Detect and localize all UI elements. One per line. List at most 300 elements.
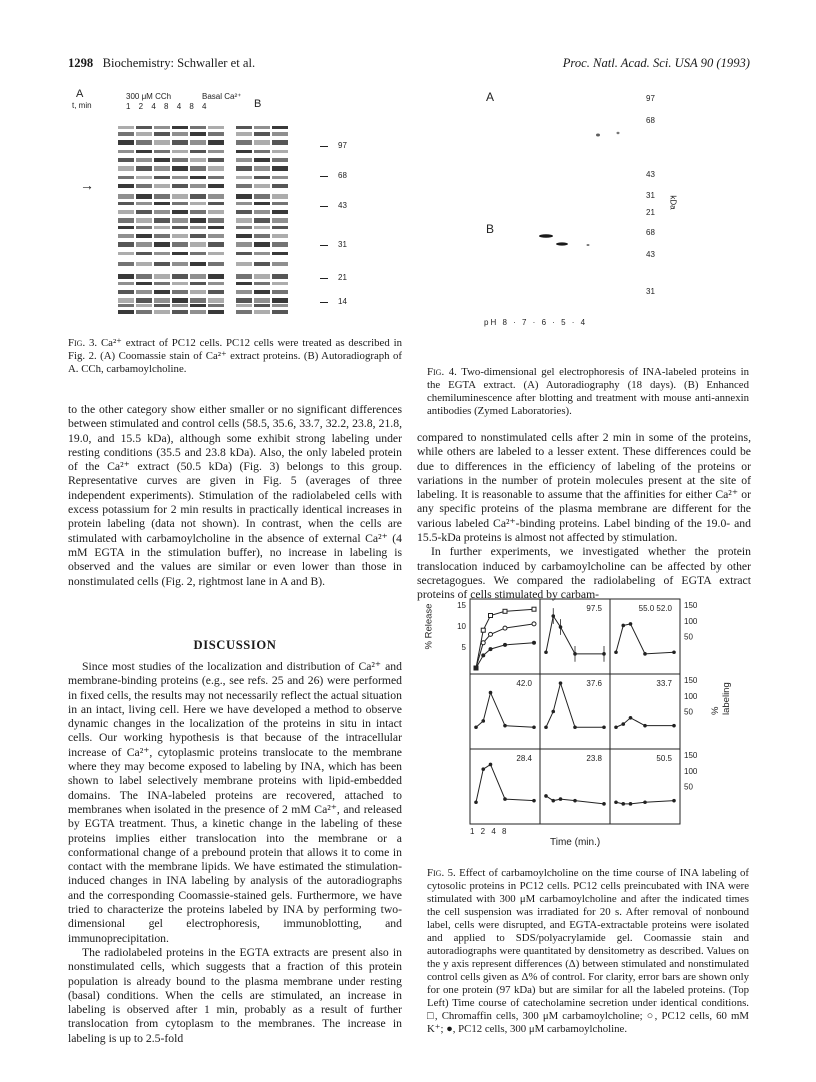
gel-band xyxy=(172,262,188,266)
gel-band xyxy=(154,132,170,136)
fig3-marker-tick xyxy=(320,176,328,177)
fig3-marker-43: 43 xyxy=(338,201,347,210)
labeling-data-point xyxy=(629,716,633,720)
gel-band xyxy=(190,298,206,303)
gel-band xyxy=(118,290,134,294)
gel-band xyxy=(154,158,170,162)
page-number: 1298 xyxy=(68,56,94,70)
gel-band xyxy=(172,158,188,162)
labeling-data-point xyxy=(643,724,647,728)
panel-protein-label: 33.7 xyxy=(656,679,672,688)
gel-band xyxy=(118,150,134,153)
fig5-caption xyxy=(427,867,749,1036)
labeling-data-point xyxy=(481,767,485,771)
y-tick-right: 100 xyxy=(684,766,698,776)
release-data-point xyxy=(481,653,485,657)
gel-band xyxy=(190,226,206,229)
gel-band xyxy=(136,166,152,171)
labeling-data-point xyxy=(621,624,625,628)
labeling-data-point xyxy=(643,652,647,656)
gel-band xyxy=(118,194,134,199)
gel-band xyxy=(190,310,206,314)
fig5-y-right-label: % labeling xyxy=(710,682,732,715)
fig3-marker-tick xyxy=(320,302,328,303)
gel-band xyxy=(272,274,288,279)
gel-band xyxy=(254,242,270,247)
gel-band xyxy=(190,262,206,266)
labeling-data-point xyxy=(629,802,633,806)
gel-band xyxy=(154,304,170,307)
gel-band xyxy=(236,184,252,188)
y-tick-right: 100 xyxy=(684,691,698,701)
figure-3 xyxy=(68,88,368,320)
gel-band xyxy=(190,166,206,171)
gel-band xyxy=(254,298,270,303)
fig4-marker-a-68: 68 xyxy=(646,116,655,125)
panel-protein-label: 97.5 xyxy=(586,604,602,613)
gel-band xyxy=(118,166,134,171)
gel-band xyxy=(172,242,188,247)
gel-band xyxy=(254,310,270,314)
release-data-point xyxy=(489,614,493,618)
fig3-condition-cch: 300 μM CCh xyxy=(126,92,172,101)
gel-band xyxy=(190,132,206,136)
panel-protein-label: 42.0 xyxy=(516,679,532,688)
fig3-marker-68: 68 xyxy=(338,171,347,180)
gel-band xyxy=(236,126,252,129)
fig4-marker-b-43: 43 xyxy=(646,250,655,259)
gel-band xyxy=(118,132,134,136)
labeling-data-point xyxy=(629,622,633,626)
fig5-plot-area xyxy=(432,597,738,851)
fig5-y-left-label: % Release xyxy=(423,603,435,650)
gel-band xyxy=(172,310,188,314)
gel-band xyxy=(236,242,252,247)
gel-band xyxy=(272,150,288,153)
gel-band xyxy=(254,126,270,129)
gel-band xyxy=(236,226,252,229)
gel-band xyxy=(136,132,152,136)
gel-band xyxy=(236,282,252,285)
gel-band xyxy=(136,282,152,285)
gel-band xyxy=(118,184,134,188)
labeling-data-point xyxy=(602,802,606,806)
release-data-point xyxy=(532,607,536,611)
gel-band xyxy=(208,298,224,303)
gel-band xyxy=(272,166,288,171)
gel-band xyxy=(136,158,152,162)
y-tick-right: 150 xyxy=(684,601,698,610)
gel-band xyxy=(154,166,170,171)
gel-band xyxy=(118,282,134,285)
gel-band xyxy=(154,262,170,266)
gel-band xyxy=(172,304,188,307)
release-series-line xyxy=(476,609,534,668)
y-tick-left: 10 xyxy=(457,622,466,631)
y-tick-left: 15 xyxy=(457,601,466,610)
labeling-series-line xyxy=(546,683,604,727)
gel-band xyxy=(208,140,224,145)
gel-band xyxy=(208,290,224,294)
gel-band xyxy=(118,218,134,223)
gel-band xyxy=(254,234,270,238)
fig3-marker-21: 21 xyxy=(338,273,347,282)
gel-band xyxy=(154,210,170,214)
gel-band xyxy=(254,304,270,307)
gel-band xyxy=(190,176,206,179)
gel-band xyxy=(154,274,170,279)
labeling-data-point xyxy=(489,763,493,767)
gel-band xyxy=(208,274,224,279)
gel-band xyxy=(136,176,152,179)
fig3-panel-b-label: B xyxy=(254,98,262,110)
gel-band xyxy=(208,234,224,238)
gel-band xyxy=(236,166,252,171)
gel-band xyxy=(118,210,134,214)
y-tick-right: 150 xyxy=(684,751,698,760)
release-data-point xyxy=(503,643,507,647)
gel-band xyxy=(172,176,188,179)
gel-band xyxy=(154,282,170,285)
fig3-arrow-icon: → xyxy=(80,177,94,193)
fig3-times: 1 2 4 8 4 8 4 xyxy=(126,102,210,111)
gel-band xyxy=(190,194,206,199)
gel-band xyxy=(236,132,252,136)
release-data-point xyxy=(474,666,478,670)
labeling-data-point xyxy=(573,799,577,803)
gel-band xyxy=(254,252,270,255)
running-header-right: Proc. Natl. Acad. Sci. USA 90 (1993) xyxy=(562,56,750,70)
release-data-point xyxy=(503,626,507,630)
gel-band xyxy=(208,304,224,307)
labeling-data-point xyxy=(544,650,548,654)
gel-band xyxy=(236,210,252,214)
gel-band xyxy=(208,226,224,229)
gel-band xyxy=(136,252,152,255)
gel-band xyxy=(118,158,134,162)
gel-band xyxy=(154,176,170,179)
release-data-point xyxy=(532,641,536,645)
gel-band xyxy=(154,290,170,294)
gel-band xyxy=(190,252,206,255)
fig4-marker-a-97: 97 xyxy=(646,94,655,103)
gel-band xyxy=(190,282,206,285)
gel-band xyxy=(190,126,206,129)
gel-band xyxy=(236,158,252,162)
fig3-marker-31: 31 xyxy=(338,240,347,249)
gel-band xyxy=(272,242,288,247)
gel-band xyxy=(272,218,288,223)
panel-protein-label: 28.4 xyxy=(516,754,532,763)
fig3-condition-basal: Basal Ca²⁺ xyxy=(202,92,242,101)
discussion-heading: DISCUSSION xyxy=(193,638,277,652)
gel-band xyxy=(208,166,224,171)
gel-band xyxy=(208,126,224,129)
gel-band xyxy=(236,304,252,307)
gel-band xyxy=(236,234,252,238)
y-tick-left: 5 xyxy=(461,643,466,652)
labeling-data-point xyxy=(474,725,478,729)
gel-band xyxy=(136,226,152,229)
gel-band xyxy=(172,274,188,279)
gel-band xyxy=(272,132,288,136)
gel-band xyxy=(136,218,152,223)
fig5-x-label: Time (min.) xyxy=(550,837,601,848)
labeling-data-point xyxy=(643,800,647,804)
gel-band xyxy=(136,210,152,214)
gel-band xyxy=(190,304,206,307)
gel-band xyxy=(272,184,288,188)
gel-band xyxy=(272,202,288,205)
gel-band xyxy=(208,282,224,285)
labeling-series-line xyxy=(616,624,674,654)
gel-band xyxy=(172,132,188,136)
left-column-text xyxy=(68,403,402,589)
gel-band xyxy=(172,218,188,223)
gel-band xyxy=(172,202,188,205)
release-data-point xyxy=(489,647,493,651)
gel-band xyxy=(190,218,206,223)
gel-band xyxy=(190,290,206,294)
gel-band xyxy=(208,158,224,162)
labeling-data-point xyxy=(614,800,618,804)
labeling-data-point xyxy=(621,802,625,806)
gel-band xyxy=(118,262,134,266)
gel-band xyxy=(154,126,170,129)
gel-band xyxy=(118,202,134,205)
gel-band xyxy=(208,132,224,136)
gel-band xyxy=(272,262,288,266)
labeling-data-point xyxy=(602,725,606,729)
gel-band xyxy=(272,310,288,314)
gel-band xyxy=(172,210,188,214)
y-tick-right: 150 xyxy=(684,676,698,685)
fig4-caption-text: Two-dimensional gel electrophoresis of INA-labeled proteins in the EGTA extract. (A) Autoradiography (18 days). (B) Enhanced chemiluminescence after blotting and treatment with mouse anti-annexin antibodies (Zymed Laboratories). xyxy=(427,366,749,417)
fig5-x-ticks: 1 2 4 8 xyxy=(470,827,509,836)
gel-band xyxy=(272,176,288,179)
labeling-data-point xyxy=(614,650,618,654)
release-data-point xyxy=(481,628,485,632)
gel-band xyxy=(172,234,188,238)
gel-band xyxy=(272,158,288,162)
gel-band xyxy=(208,242,224,247)
gel-band xyxy=(118,274,134,279)
gel-band xyxy=(136,184,152,188)
fig4-marker-a-21: 21 xyxy=(646,208,655,217)
fig3-marker-14: 14 xyxy=(338,297,347,306)
gel-band xyxy=(208,176,224,179)
fig4-ph-axis: pH 8 · 7 · 6 · 5 · 4 xyxy=(484,318,588,327)
panel-protein-label: 55.0 52.0 xyxy=(638,604,672,613)
gel-band xyxy=(208,218,224,223)
gel-band xyxy=(254,176,270,179)
fig4-caption xyxy=(427,366,749,418)
gel-band xyxy=(236,140,252,145)
gel-band xyxy=(136,202,152,205)
gel-band xyxy=(190,158,206,162)
fig4-panel-b-label: B xyxy=(486,222,495,236)
gel-band xyxy=(272,234,288,238)
gel-band xyxy=(272,194,288,199)
release-data-point xyxy=(489,632,493,636)
discussion-para-1: Since most studies of the localization and distribution of Ca²⁺ and membrane-binding proteins (e.g., see refs. 25 and 26) were performed in fixed cells, the results may not necessarily reflect the actual situation in an intact, living cell. Here we have developed a method to observe dynamic changes in the localization of the proteins in situ in intact cells. Our working hypothesis is that because of the intracellular increase of Ca²⁺, cytoplasmic proteins translocate to the membrane where they may become exposed to labeling by INA, which has been shown to label selectively membrane proteins with lipid-embedded domains. The INA-labeled proteins are recovered, attached to membranes when isolated in the presence of 2 mM Ca²⁺, and released by EGTA treatment. Thus, a kinetic change in the labeling of these proteins implies either translocation into the membrane or a conformational change of a prebound protein that allows it to come in contact with the membrane lipids. We have estimated the stimulation-induced changes in INA labeling by analysis of the autoradiographs and the corresponding Coomassie-stained gels. Furthermore, we have tried to characterize the proteins labeled by INA by performing two-dimensional gel electrophoresis, immunoblotting, and immunoprecipitation. xyxy=(68,660,402,945)
left-para-1: to the other category show either smaller or no significant differences between stimulated and control cells (58.5, 35.6, 33.7, 32.2, 23.8, 21.8, 19.0, and 15.5 kDa), although some exhibit strong labeling under resting conditions (35.5 and 23.8 kDa). Also, the only labeled protein of the Ca²⁺ extract (50.5 kDa) (Fig. 3) belongs to this group. Representative curves are given in Fig. 5 (averages of three independent experiments). Stimulation of the radiolabeled cells with excess potassium for 2 min results in practically identical increases in protein labeling (data not shown). In contrast, when the cells are stimulated with carbamoylcholine in the absence of external Ca²⁺ (4 mM EGTA in the stimulation buffer), no increase in labeling is observed and the values are similar or even lower than those in nonstimulated cells (Fig. 2, rightmost lane in A and B). xyxy=(68,403,402,588)
release-data-point xyxy=(503,609,507,613)
running-header-left xyxy=(68,56,255,71)
discussion-text xyxy=(68,660,402,1046)
gel-band xyxy=(190,150,206,153)
gel-band xyxy=(118,298,134,303)
labeling-data-point xyxy=(481,719,485,723)
gel-band xyxy=(172,150,188,153)
gel-band xyxy=(154,242,170,247)
fig3-marker-tick xyxy=(320,245,328,246)
gel-band xyxy=(236,310,252,314)
gel-band xyxy=(136,126,152,129)
release-data-point xyxy=(532,622,536,626)
discussion-para-2: The radiolabeled proteins in the EGTA extracts are present also in nonstimulated cells, which suggests that a fraction of this protein population is already bound to the plasma membrane under resting (basal) conditions. When the cells are stimulated, an increase in labeling is observed after 1 min, probably as a result of further translocation from cytoplasm to the membranes. The increase in labeling is up to 2.5-fold xyxy=(68,945,402,1045)
gel-band xyxy=(236,218,252,223)
fig4-marker-b-31: 31 xyxy=(646,287,655,296)
gel-band xyxy=(172,298,188,303)
fig3-marker-97: 97 xyxy=(338,141,347,150)
fig4-marker-a-43: 43 xyxy=(646,170,655,179)
gel-band xyxy=(136,274,152,279)
gel-band xyxy=(118,310,134,314)
labeling-data-point xyxy=(551,799,555,803)
fig3-gel-image xyxy=(108,118,308,318)
gel-band xyxy=(236,202,252,205)
release-data-point xyxy=(481,641,485,645)
gel-band xyxy=(272,298,288,303)
gel-band xyxy=(172,166,188,171)
gel-band xyxy=(136,140,152,145)
gel-band xyxy=(136,150,152,153)
gel-band xyxy=(172,126,188,129)
y-tick-right: 50 xyxy=(684,632,693,642)
gel-band xyxy=(254,274,270,279)
gel-band xyxy=(154,202,170,205)
gel-band xyxy=(272,290,288,294)
labeling-data-point xyxy=(672,650,676,654)
gel-band xyxy=(254,140,270,145)
gel-band xyxy=(118,226,134,229)
right-column-text xyxy=(417,431,751,603)
gel-band xyxy=(172,194,188,199)
gel-band xyxy=(154,194,170,199)
labeling-data-point xyxy=(614,725,618,729)
fig3-panel-a-label: A xyxy=(76,88,84,100)
y-tick-right: 50 xyxy=(684,782,693,792)
gel-band xyxy=(154,234,170,238)
gel-band xyxy=(190,202,206,205)
gel-band xyxy=(208,310,224,314)
fig4-marker-b-68: 68 xyxy=(646,228,655,237)
panel-protein-label: 50.5 xyxy=(656,754,672,763)
gel-band xyxy=(236,194,252,199)
figure-4 xyxy=(478,88,718,336)
gel-band xyxy=(190,234,206,238)
gel-band xyxy=(136,304,152,307)
gel-band xyxy=(172,252,188,255)
gel-band xyxy=(172,226,188,229)
gel-band xyxy=(236,290,252,294)
gel-band xyxy=(118,126,134,129)
figure-5 xyxy=(423,597,738,851)
gel-band xyxy=(118,234,134,238)
labeling-data-point xyxy=(544,794,548,798)
gel-band xyxy=(172,290,188,294)
fig4-panel-a-label: A xyxy=(486,90,495,104)
fig3-marker-tick xyxy=(320,206,328,207)
labeling-data-point xyxy=(503,724,507,728)
fig3-caption xyxy=(68,337,402,376)
gel-band xyxy=(236,298,252,303)
gel-band xyxy=(236,150,252,153)
gel-band xyxy=(272,126,288,129)
gel-band xyxy=(208,202,224,205)
fig3-time-label: t, min xyxy=(72,101,92,110)
fig4-caption-label: Fig. 4. xyxy=(427,366,457,378)
gel-band xyxy=(172,184,188,188)
labeling-data-point xyxy=(573,725,577,729)
gel-band xyxy=(118,242,134,247)
labeling-data-point xyxy=(672,724,676,728)
gel-band xyxy=(118,176,134,179)
labeling-data-point xyxy=(532,725,536,729)
fig3-caption-text: Ca²⁺ extract of PC12 cells. PC12 cells were treated as described in Fig. 2. (A) Coomassie stain of Ca²⁺ extract proteins. (B) Autoradiograph of A. CCh, carbamoylcholine. xyxy=(68,337,402,375)
gel-band xyxy=(208,262,224,266)
right-para-2: In further experiments, we investigated whether the protein translocation induced by carbamoylcholine can be affected by other secretagogues. We compared the radiolabeling of EGTA extract proteins of cells stimulated by carbam- xyxy=(417,545,751,602)
gel-band xyxy=(208,210,224,214)
y-tick-right: 100 xyxy=(684,616,698,626)
gel-band xyxy=(254,218,270,223)
labeling-data-point xyxy=(559,797,563,801)
labeling-data-point xyxy=(559,681,563,685)
gel-band xyxy=(154,310,170,314)
gel-band xyxy=(208,252,224,255)
labeling-data-point xyxy=(532,799,536,803)
gel-band xyxy=(272,210,288,214)
gel-band xyxy=(272,304,288,307)
gel-band xyxy=(136,242,152,247)
fig4-2d-gel-image xyxy=(498,88,658,328)
panel-protein-label: 23.8 xyxy=(586,754,602,763)
gel-band xyxy=(236,176,252,179)
labeling-data-point xyxy=(544,725,548,729)
labeling-data-point xyxy=(474,800,478,804)
gel-band xyxy=(254,132,270,136)
labeling-data-point xyxy=(621,722,625,726)
gel-band xyxy=(254,194,270,199)
gel-band xyxy=(272,252,288,255)
gel-band xyxy=(136,298,152,303)
labeling-data-point xyxy=(503,797,507,801)
gel-band xyxy=(118,140,134,145)
labeling-data-point xyxy=(672,799,676,803)
gel-band xyxy=(208,150,224,153)
labeling-series-line xyxy=(476,693,534,728)
gel-band xyxy=(254,166,270,171)
fig3-caption-label: Fig. 3. xyxy=(68,337,98,349)
gel-band xyxy=(118,252,134,255)
gel-band xyxy=(190,140,206,145)
labeling-data-point xyxy=(551,710,555,714)
gel-band xyxy=(118,304,134,307)
gel-band xyxy=(190,242,206,247)
gel-band xyxy=(136,262,152,266)
gel-band xyxy=(236,262,252,266)
